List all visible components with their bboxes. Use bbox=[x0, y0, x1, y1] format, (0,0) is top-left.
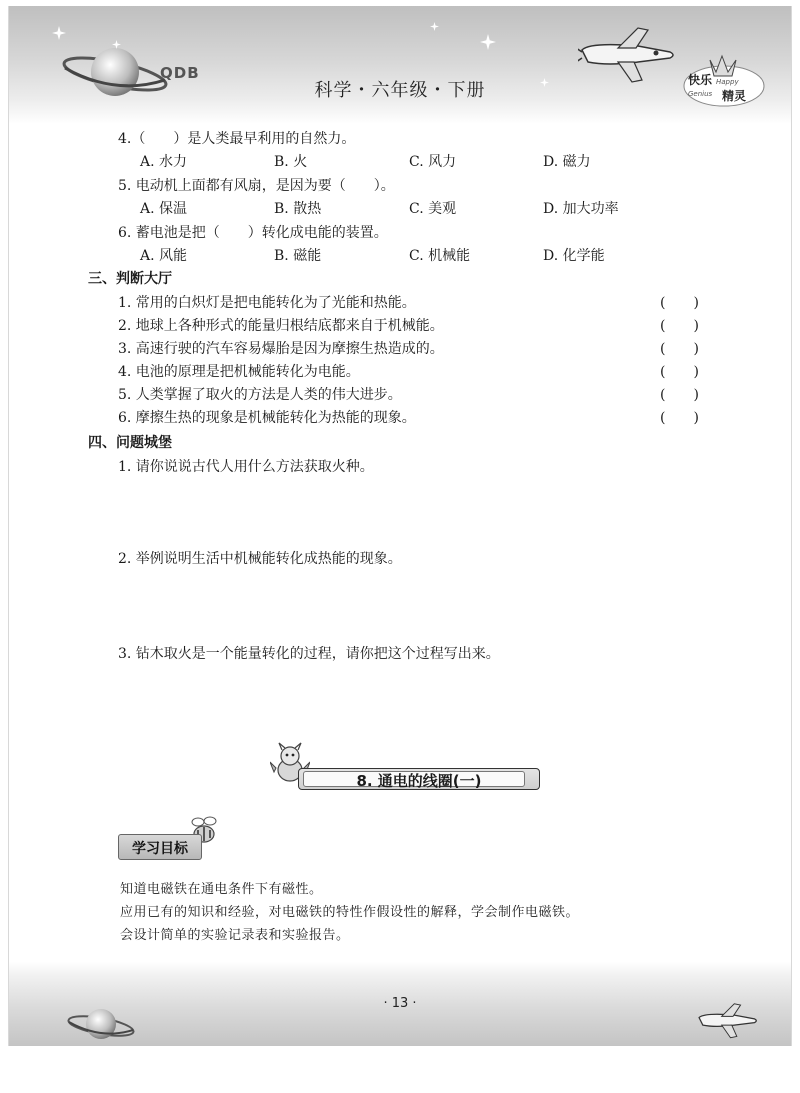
page-number: · 13 · bbox=[383, 996, 417, 1011]
section-title-questions: 四、问题城堡 bbox=[88, 435, 172, 451]
answer-parentheses[interactable]: ( ) bbox=[660, 364, 699, 380]
option: B. 火 bbox=[274, 154, 308, 170]
svg-text:精灵: 精灵 bbox=[722, 89, 747, 103]
option: A. 保温 bbox=[140, 201, 188, 217]
judgement-item: 4. 电池的原理是把机械能转化为电能。 bbox=[118, 364, 360, 380]
answer-parentheses[interactable]: ( ) bbox=[660, 318, 699, 334]
svg-text:Happy: Happy bbox=[716, 78, 739, 86]
option: A. 水力 bbox=[140, 154, 188, 170]
answer-parentheses[interactable]: ( ) bbox=[660, 387, 699, 403]
learning-goal-label: 学习目标 bbox=[132, 841, 188, 857]
question-6: 6. 蓄电池是把（ ）转化成电能的装置。 bbox=[118, 225, 388, 241]
learning-goal-item: 会设计简单的实验记录表和实验报告。 bbox=[120, 928, 350, 943]
section-title-judgement: 三、判断大厅 bbox=[88, 271, 172, 287]
book-title: 科学・六年级・下册 bbox=[314, 80, 486, 101]
open-question: 1. 请你说说古代人用什么方法获取火种。 bbox=[118, 459, 374, 475]
judgement-item: 3. 高速行驶的汽车容易爆胎是因为摩擦生热造成的。 bbox=[118, 341, 444, 357]
answer-parentheses[interactable]: ( ) bbox=[660, 410, 699, 426]
option: C. 机械能 bbox=[409, 248, 471, 264]
option: B. 散热 bbox=[274, 201, 322, 217]
lesson-title: 8. 通电的线圈(一) bbox=[356, 772, 482, 790]
answer-parentheses[interactable]: ( ) bbox=[660, 341, 699, 357]
option: B. 磁能 bbox=[274, 248, 322, 264]
star-icon bbox=[480, 34, 496, 50]
svg-text:快乐: 快乐 bbox=[688, 73, 713, 87]
star-icon bbox=[52, 26, 66, 40]
svg-text:Genius: Genius bbox=[688, 90, 713, 98]
open-question: 3. 钻木取火是一个能量转化的过程，请你把这个过程写出来。 bbox=[118, 646, 500, 662]
judgement-item: 5. 人类掌握了取火的方法是人类的伟大进步。 bbox=[118, 387, 402, 403]
option: D. 化学能 bbox=[543, 248, 605, 264]
lesson-title-banner bbox=[298, 768, 540, 790]
option: D. 加大功率 bbox=[543, 201, 619, 217]
learning-goal-badge bbox=[118, 834, 202, 860]
judgement-item: 6. 摩擦生热的现象是机械能转化为热能的现象。 bbox=[118, 410, 416, 426]
option: C. 风力 bbox=[409, 154, 457, 170]
option: D. 磁力 bbox=[543, 154, 591, 170]
learning-goal-item: 应用已有的知识和经验，对电磁铁的特性作假设性的解释，学会制作电磁铁。 bbox=[120, 905, 580, 920]
question-4: 4.（ ）是人类最早利用的自然力。 bbox=[118, 131, 356, 147]
option: A. 风能 bbox=[140, 248, 188, 264]
star-icon bbox=[430, 22, 439, 31]
judgement-item: 2. 地球上各种形式的能量归根结底都来自于机械能。 bbox=[118, 318, 444, 334]
star-icon bbox=[112, 40, 121, 49]
judgement-item: 1. 常用的白炽灯是把电能转化为了光能和热能。 bbox=[118, 295, 416, 311]
option: C. 美观 bbox=[409, 201, 457, 217]
answer-parentheses[interactable]: ( ) bbox=[660, 295, 699, 311]
open-question: 2. 举例说明生活中机械能转化成热能的现象。 bbox=[118, 551, 402, 567]
learning-goal-item: 知道电磁铁在通电条件下有磁性。 bbox=[120, 882, 323, 897]
brand-logo-text: QDB bbox=[160, 64, 200, 82]
question-5: 5. 电动机上面都有风扇，是因为要（ ）。 bbox=[118, 178, 395, 194]
